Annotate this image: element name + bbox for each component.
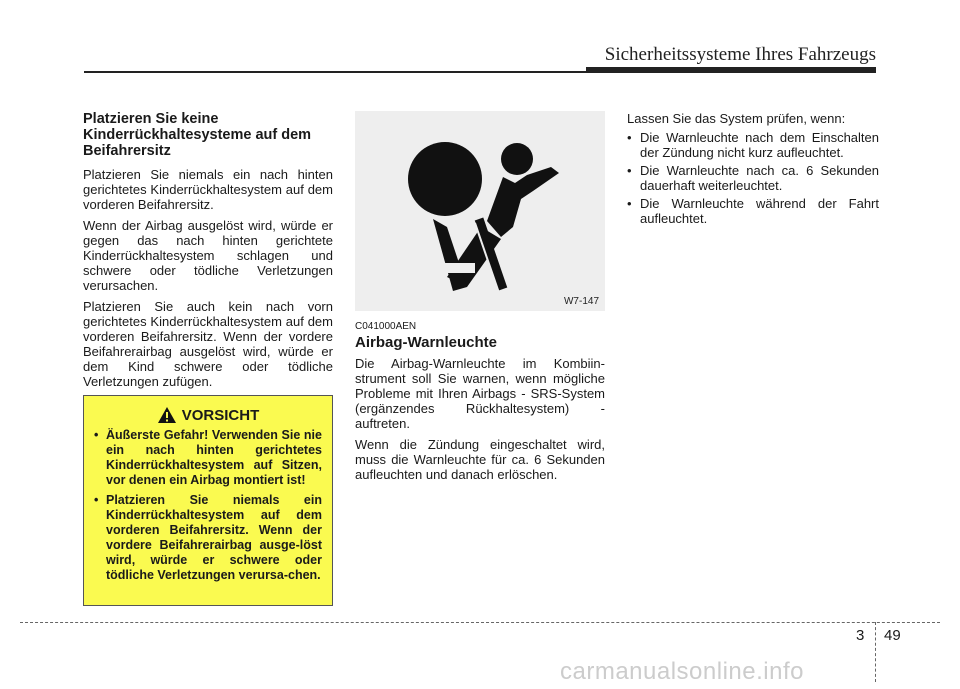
paragraph: Wenn die Zündung eingeschaltet wird, muss die Warnleuchte für ca. 6 Sekunden aufleuchten und danach erlöschen. [355, 437, 605, 482]
list-item [627, 196, 879, 226]
list-item-text: Die Warnleuchte nach ca. 6 Sekunden dauerhaft weiterleuchtet. [640, 163, 879, 193]
chapter-number: 3 [856, 627, 865, 644]
list-intro: Lassen Sie das System prüfen, wenn: [627, 111, 846, 126]
page-number: 49 [884, 627, 901, 644]
caution-item-text: Platzieren Sie niemals ein Kinderrückhaltesystem auf dem vorderen Beifahrersitz. Wenn der vordere Beifahrerairbag ausge-löst wird, würde er schwere oder tödliche Verletzungen verursa-chen. [106, 493, 322, 582]
paragraph: Platzieren Sie auch kein nach vorn gerichtetes Kinderrückhaltesystem auf dem vorderen Beifahrersitz. Wenn der vordere Beifahrerairbag ausgelöst wird, würde er dem Kind schwere oder tödliche Verletzungen zufügen. [83, 299, 333, 389]
section-subhead: Airbag-Warnleuchte [355, 334, 497, 351]
warning-triangle-icon [157, 406, 177, 424]
bullet: • [94, 493, 99, 507]
caution-header [94, 406, 322, 424]
caution-item [94, 493, 322, 583]
header-title: Sicherheitssysteme Ihres Fahrzeugs [604, 44, 876, 65]
figure-label: W7-147 [563, 296, 599, 307]
bullet: • [627, 196, 632, 211]
bullet: • [94, 428, 99, 442]
paragraph: Platzieren Sie niemals ein nach hinten gerichtetes Kinderrückhaltesystem auf dem vorderen Beifahrersitz. [83, 167, 333, 212]
header-rule-accent [586, 67, 876, 72]
bullet: • [627, 163, 632, 178]
caution-title: VORSICHT [181, 406, 260, 424]
list-item-text: Die Warnleuchte nach dem Einschalten der Zündung nicht kurz aufleuchtet. [640, 130, 879, 160]
caution-box [83, 395, 333, 606]
footer-rule [20, 622, 940, 623]
airbag-figure [355, 111, 605, 311]
right-column [627, 111, 879, 229]
list-item [627, 163, 879, 193]
footer-divider [875, 622, 876, 682]
caution-item-text: Äußerste Gefahr! Verwenden Sie nie ein nach hinten gerichtetes Kinderrückhaltesystem auf Sitzen, vor denen ein Airbag montiert ist! [106, 428, 322, 487]
list-item [627, 130, 879, 160]
airbag-warning-icon [355, 111, 605, 311]
middle-column [355, 111, 605, 488]
section-title: Platzieren Sie keine Kinderrückhaltesysteme auf dem Beifahrersitz [83, 111, 312, 159]
caution-item [94, 428, 322, 488]
section-code: C041000AEN [355, 321, 417, 332]
bullet: • [627, 130, 632, 145]
list-item-text: Die Warnleuchte während der Fahrt aufleuchtet. [640, 196, 879, 226]
left-column [83, 111, 333, 395]
paragraph: Wenn der Airbag ausgelöst wird, würde er gegen das nach hinten gerichtete Kinderrückhaltesystem schlagen und schwere oder tödliche Verletzungen verursachen. [83, 218, 333, 293]
paragraph: Die Airbag-Warnleuchte im Kombiin-strument soll Sie warnen, wenn mögliche Probleme mit Ihren Airbags - SRS-System (ergänzendes Rückhaltesystem) - auftreten. [355, 356, 605, 431]
watermark: carmanualsonline.info [560, 658, 804, 685]
